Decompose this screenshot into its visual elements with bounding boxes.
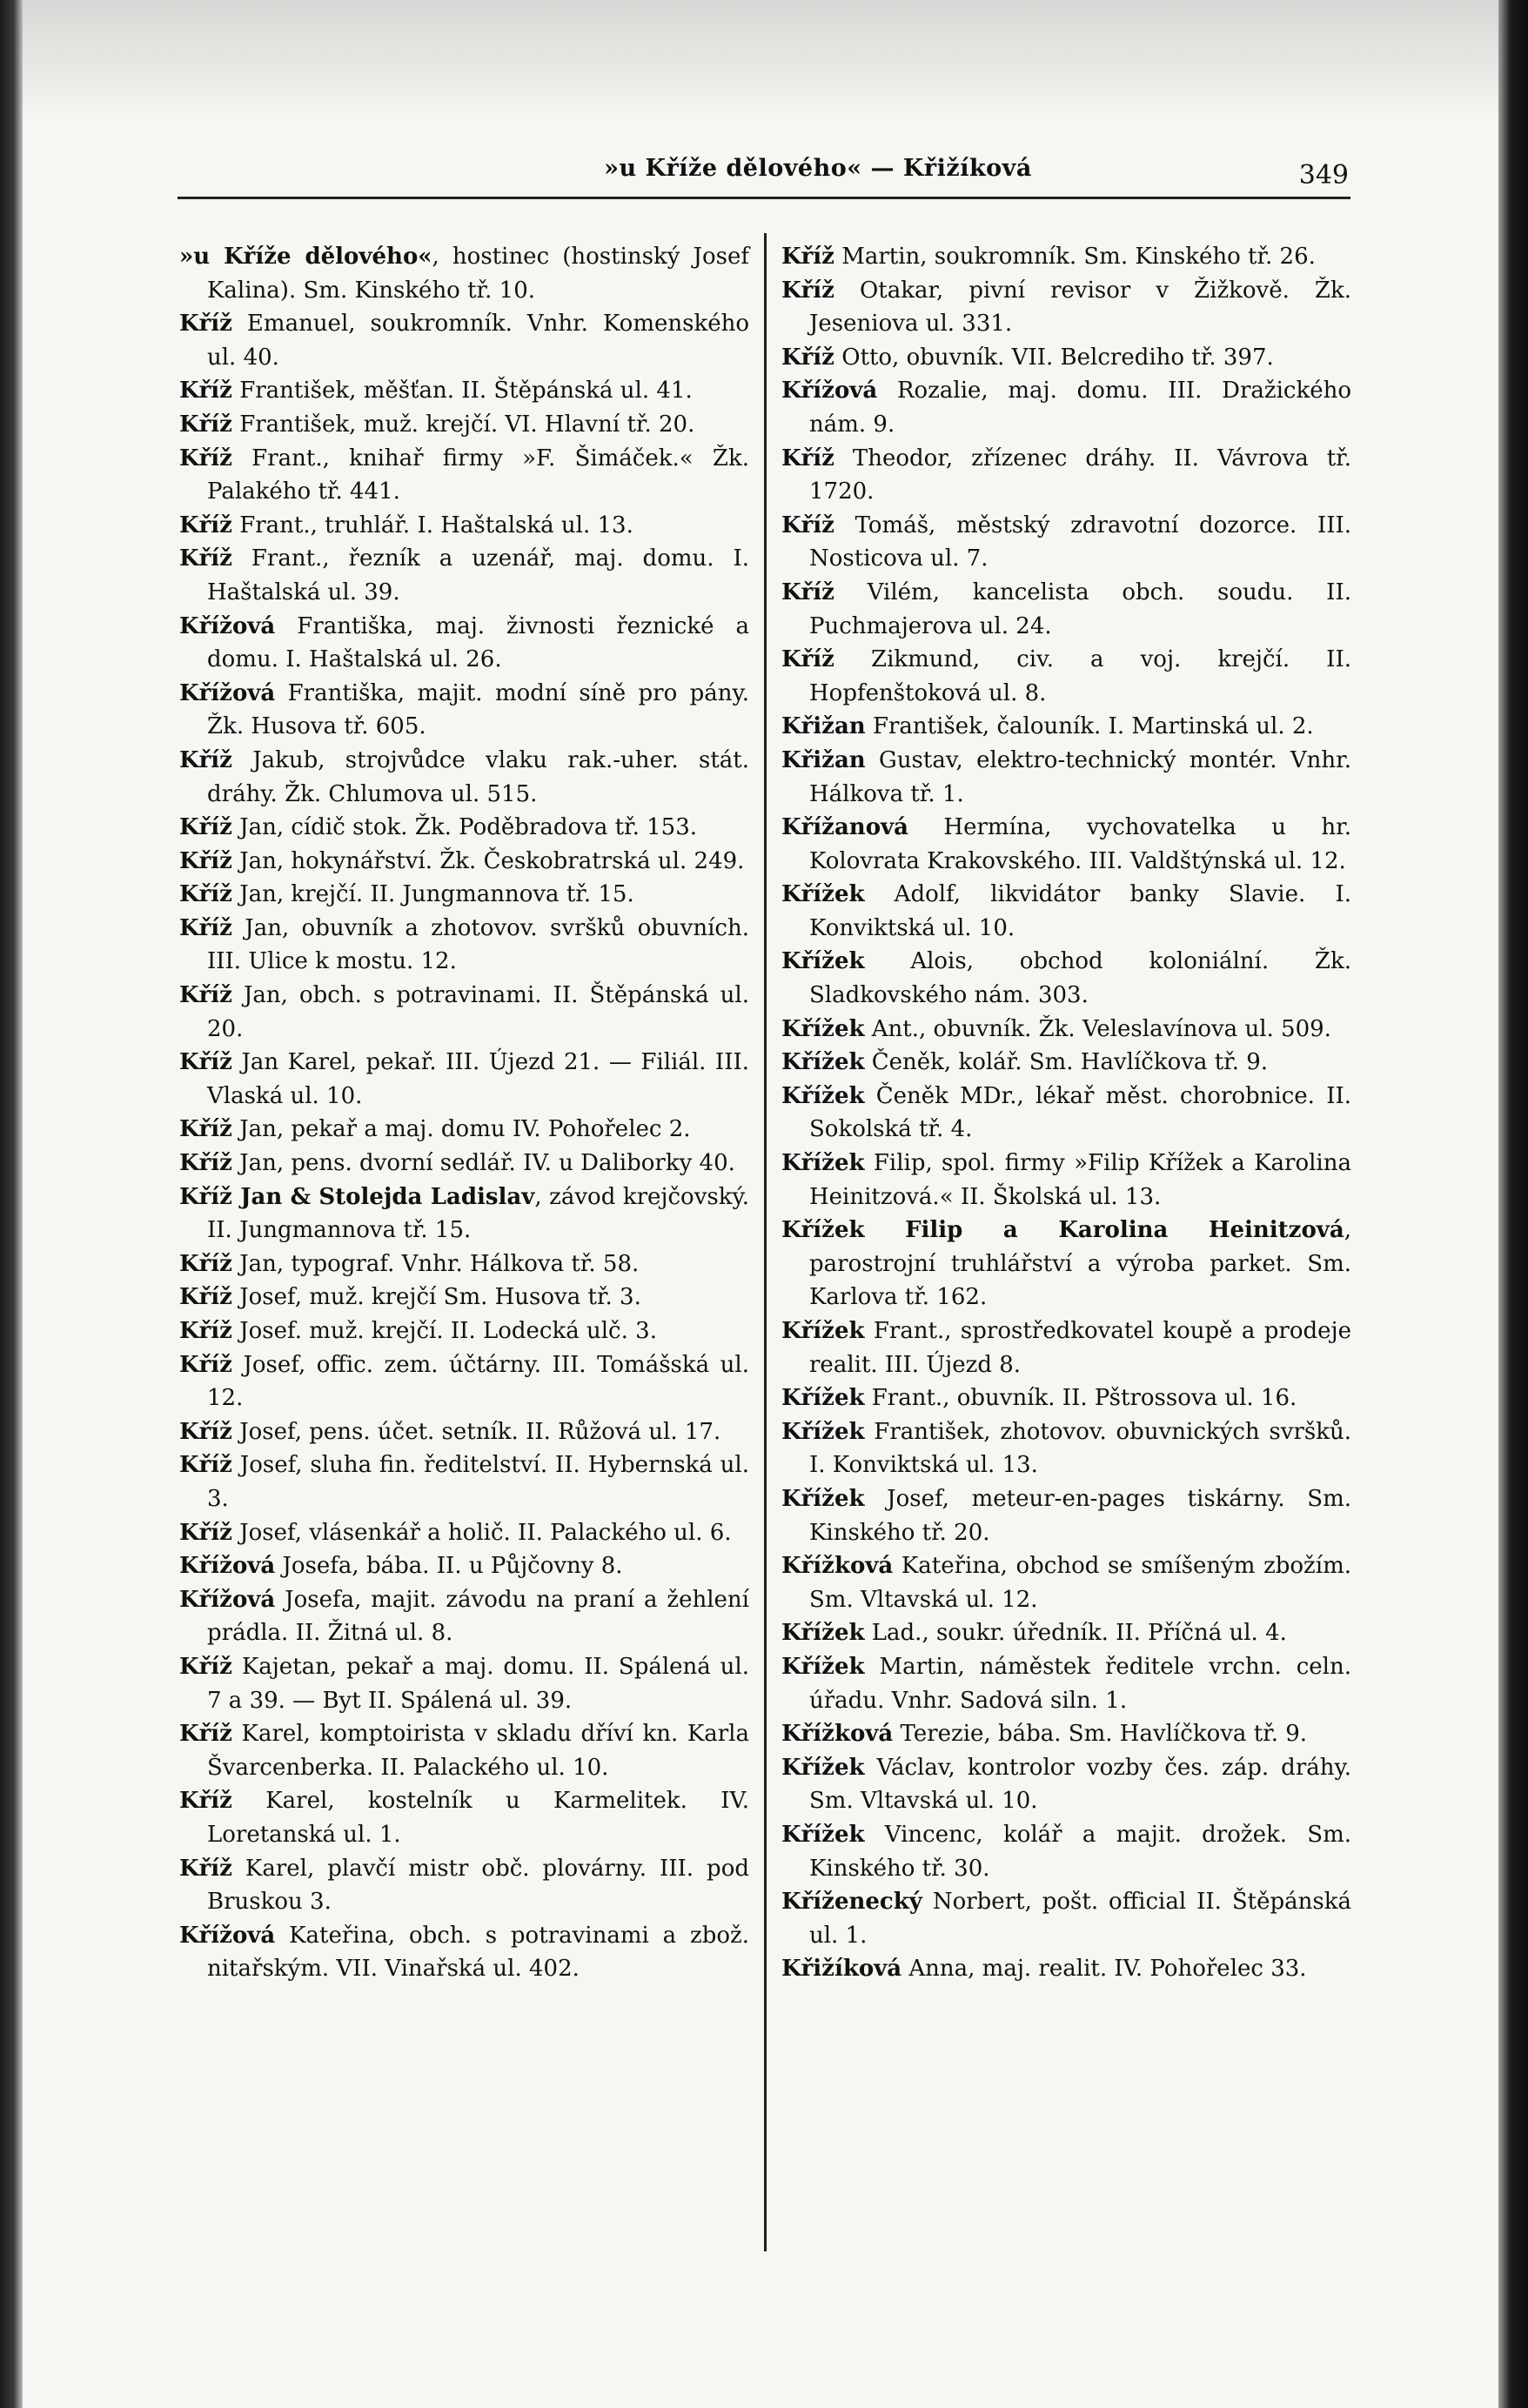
entry-surname: Kříž — [179, 545, 232, 572]
directory-entry — [781, 1147, 1351, 1214]
entry-surname: Kříž — [179, 1855, 232, 1882]
entry-details: Jan, pekař a maj. domu IV. Pohořelec 2. — [231, 1116, 691, 1143]
directory-entry — [781, 744, 1351, 811]
entry-details: Kateřina, obch. s potravinami a zbož. nitařským. VII. Vinařská ul. 402. — [207, 1922, 749, 1983]
entry-details: Václav, kontrolor vozby čes. záp. dráhy. Sm. Vltavská ul. 10. — [809, 1754, 1351, 1815]
entry-surname: Kříž — [179, 1318, 232, 1344]
entry-details: Otakar, pivní revisor v Žižkově. Žk. Jeseniova ul. 331. — [809, 277, 1351, 338]
entry-details: , závod krejčovský. II. Jungmannova tř. 15. — [207, 1183, 749, 1244]
directory-entry — [179, 1181, 749, 1247]
entry-details: Vincenc, kolář a majit. drožek. Sm. Kinského tř. 30. — [809, 1821, 1351, 1882]
directory-entry — [179, 1046, 749, 1113]
entry-surname: Kříž — [781, 579, 834, 605]
entry-surname: Kříž — [179, 881, 232, 908]
entry-details: Jan, krejčí. II. Jungmannova tř. 15. — [231, 881, 634, 908]
entry-surname: Kříž — [781, 244, 834, 270]
entry-details: Kateřina, obchod se smíšeným zbožím. Sm. Vltavská ul. 12. — [809, 1553, 1351, 1613]
entry-surname: Křížek — [781, 1082, 865, 1109]
directory-entry — [179, 1113, 749, 1147]
directory-entry — [179, 1650, 749, 1717]
entry-details: Josef, vlásenkář a holič. II. Palackého ul. 6. — [231, 1519, 732, 1546]
directory-entry — [179, 677, 749, 744]
entry-surname: Kříž — [179, 512, 232, 538]
directory-entry — [781, 442, 1351, 509]
entry-surname: Křížek — [781, 1821, 865, 1848]
directory-entry — [781, 1046, 1351, 1080]
entry-details: Emanuel, soukromník. Vnhr. Komenského ul. 40. — [207, 311, 749, 371]
entry-surname: Kříž — [179, 1452, 232, 1479]
directory-entry — [179, 408, 749, 442]
directory-entry — [179, 240, 749, 307]
entry-details: Adolf, likvidátor banky Slavie. I. Konviktská ul. 10. — [809, 881, 1351, 941]
header-rule — [178, 197, 1350, 199]
entry-details: Martin, soukromník. Sm. Kinského tř. 26. — [834, 244, 1316, 270]
page-header — [183, 155, 1349, 193]
entry-details: Josefa, bába. II. u Půjčovny 8. — [275, 1553, 623, 1580]
directory-entry — [179, 307, 749, 374]
directory-entry — [781, 509, 1351, 576]
entry-surname: Křížková — [781, 1553, 894, 1580]
directory-entry — [781, 1381, 1351, 1415]
entry-surname: Kříž — [179, 1116, 232, 1143]
directory-entry — [179, 1147, 749, 1181]
entry-details: Rozalie, maj. domu. III. Dražického nám. 9. — [809, 378, 1351, 438]
entry-details: Otto, obuvník. VII. Belcrediho tř. 397. — [834, 344, 1274, 371]
entry-surname: Kříž — [179, 1788, 232, 1815]
directory-entry — [179, 979, 749, 1046]
directory-entry — [781, 1214, 1351, 1314]
entry-surname: Kříž — [781, 445, 834, 472]
directory-entry — [781, 1013, 1351, 1047]
entry-surname: Křížová — [781, 378, 878, 405]
entry-details: Filip, spol. firmy »Filip Křížek a Karolina Heinitzová.« II. Školská ul. 13. — [809, 1150, 1351, 1210]
entry-surname: Kříženecký — [781, 1889, 922, 1916]
entry-surname: Kříž — [179, 1150, 232, 1177]
directory-entry — [781, 945, 1351, 1012]
entry-details: Františka, majit. modní síně pro pány. Žk. Husova tř. 605. — [207, 679, 749, 740]
entry-surname: »u Kříže dělového« — [179, 244, 432, 270]
directory-entry — [781, 1616, 1351, 1650]
entry-surname: Křížek — [781, 1653, 865, 1680]
directory-entry — [781, 576, 1351, 643]
directory-entry — [781, 1952, 1351, 1986]
entry-details: Zikmund, civ. a voj. krejčí. II. Hopfenštoková ul. 8. — [809, 646, 1351, 706]
directory-entry — [781, 1818, 1351, 1885]
directory-entry — [179, 1516, 749, 1550]
entry-details: Lad., soukr. úředník. II. Příčná ul. 4. — [864, 1620, 1287, 1647]
entry-surname: Křížek — [781, 1385, 865, 1412]
entry-details: Karel, plavčí mistr obč. plovárny. III. pod Bruskou 3. — [207, 1855, 749, 1916]
directory-entry — [781, 1314, 1351, 1381]
entry-details: Čeněk, kolář. Sm. Havlíčkova tř. 9. — [864, 1049, 1269, 1076]
entry-details: Hermína, vychovatelka u hr. Kolovrata Krakovského. III. Valdštýnská ul. 12. — [809, 814, 1351, 874]
entry-surname: Křížová — [179, 679, 276, 706]
directory-entry — [781, 1415, 1351, 1482]
entry-details: František, muž. krejčí. VI. Hlavní tř. 20. — [231, 411, 695, 438]
entry-details: Norbert, pošt. official II. Štěpánská ul. 1. — [809, 1889, 1351, 1949]
directory-entry — [179, 1919, 749, 1986]
directory-entry — [781, 341, 1351, 375]
entry-surname: Křižan — [781, 746, 866, 773]
directory-entry — [781, 374, 1351, 441]
entry-surname: Kříž — [179, 914, 232, 941]
entry-details: Josef, sluha fin. ředitelství. II. Hybernská ul. 3. — [207, 1452, 749, 1512]
running-title: »u Kříže dělového« — Křižíková — [604, 155, 1032, 182]
entry-details: Theodor, zřízenec dráhy. II. Vávrova tř. 1720. — [809, 445, 1351, 505]
directory-entry — [179, 912, 749, 979]
directory-entry — [781, 643, 1351, 710]
entry-details: František, zhotovov. obuvnických svršků. I. Konviktská ul. 13. — [809, 1418, 1351, 1479]
entry-surname: Kříž — [781, 277, 834, 304]
directory-entry — [179, 1281, 749, 1314]
entry-surname: Křížek — [781, 1150, 865, 1177]
entry-surname: Kříž — [179, 982, 232, 1009]
entry-details: Jan, hokynářství. Žk. Českobratrská ul. 249. — [231, 847, 745, 874]
entry-details: Jan Karel, pekař. III. Újezd 21. — Filiál. III. Vlaská ul. 10. — [207, 1049, 749, 1109]
entry-details: Jakub, strojvůdce vlaku rak.-uher. stát. dráhy. Žk. Chlumova ul. 515. — [207, 746, 749, 807]
directory-entry — [179, 1549, 749, 1583]
entry-surname: Křížanová — [781, 814, 908, 841]
entry-details: Josefa, majit. závodu na praní a žehlení prádla. II. Žitná ul. 8. — [207, 1586, 749, 1647]
entry-details: Josef, pens. účet. setník. II. Růžová ul. 17. — [231, 1418, 721, 1445]
entry-surname: Křížek — [781, 1418, 865, 1445]
entry-surname: Kříž — [179, 1049, 232, 1076]
directory-entry — [781, 240, 1351, 274]
directory-entry — [179, 509, 749, 543]
entry-details: Josef. muž. krejčí. II. Lodecká ulč. 3. — [231, 1318, 657, 1344]
entry-details: Karel, komptoirista v skladu dříví kn. Karla Švarcenberka. II. Palackého ul. 10. — [207, 1721, 749, 1781]
entry-details: Karel, kostelník u Karmelitek. IV. Loretanská ul. 1. — [207, 1788, 749, 1848]
left-column — [179, 240, 749, 1986]
directory-entry — [179, 442, 749, 509]
entry-surname: Křížek — [781, 881, 865, 908]
entry-surname: Kříž — [179, 1284, 232, 1311]
entry-details: Ant., obuvník. Žk. Veleslavínova ul. 509. — [864, 1015, 1331, 1042]
entry-surname: Kříž — [179, 1351, 232, 1378]
right-column — [781, 240, 1351, 1986]
directory-entry — [179, 811, 749, 845]
entry-details: Frant., sprostředkovatel koupě a prodeje realit. III. Újezd 8. — [809, 1318, 1351, 1378]
entry-details: Jan, obuvník a zhotovov. svršků obuvních. III. Ulice k mostu. 12. — [207, 914, 749, 975]
directory-entry — [781, 1549, 1351, 1616]
entry-details: Jan, obch. s potravinami. II. Štěpánská ul. 20. — [207, 982, 749, 1042]
directory-entry — [179, 1314, 749, 1348]
directory-entry — [781, 1717, 1351, 1751]
entry-details: Josef, muž. krejčí Sm. Husova tř. 3. — [231, 1284, 641, 1311]
directory-entry — [179, 1415, 749, 1449]
directory-entry — [179, 744, 749, 811]
entry-details: Josef, meteur-en-pages tiskárny. Sm. Kinského tř. 20. — [809, 1485, 1351, 1546]
entry-details: Vilém, kancelista obch. soudu. II. Puchmajerova ul. 24. — [809, 579, 1351, 639]
entry-surname: Křížek — [781, 948, 865, 975]
entry-surname: Kříž — [179, 746, 232, 773]
entry-details: František, čalouník. I. Martinská ul. 2. — [865, 713, 1314, 740]
entry-details: Jan, cídič stok. Žk. Poděbradova tř. 153. — [231, 814, 698, 841]
scan-smudge — [23, 0, 1498, 122]
directory-entry — [781, 274, 1351, 341]
entry-surname: Křížková — [781, 1721, 894, 1748]
entry-surname: Kříž — [179, 847, 232, 874]
directory-entry — [781, 710, 1351, 744]
entry-details: Gustav, elektro-technický montér. Vnhr. Hálkova tř. 1. — [809, 746, 1351, 807]
directory-entry — [179, 845, 749, 879]
scan-edge-right — [1498, 0, 1528, 2408]
entry-details: Alois, obchod koloniální. Žk. Sladkovského nám. 303. — [809, 948, 1351, 1009]
directory-entry — [179, 1583, 749, 1650]
entry-details: Martin, náměstek ředitele vrchn. celn. úřadu. Vnhr. Sadová siln. 1. — [809, 1653, 1351, 1714]
entry-surname: Křížová — [179, 1586, 276, 1613]
directory-entry — [781, 1650, 1351, 1717]
entry-details: , hostinec (hostinský Josef Kalina). Sm. Kinského tř. 10. — [207, 244, 749, 304]
directory-entry — [781, 878, 1351, 945]
directory-entry — [781, 1080, 1351, 1147]
entry-details: Frant., řezník a uzenář, maj. domu. I. Haštalská ul. 39. — [207, 545, 749, 605]
entry-surname: Kříž — [179, 1418, 232, 1445]
directory-entry — [781, 1751, 1351, 1818]
directory-entry — [179, 610, 749, 677]
entry-details: František, měšťan. II. Štěpánská ul. 41. — [231, 378, 693, 405]
entry-details: Josef, offic. zem. účtárny. III. Tomášská ul. 12. — [207, 1351, 749, 1412]
entry-details: Frant., obuvník. II. Pštrossova ul. 16. — [864, 1385, 1297, 1412]
directory-entry — [179, 1247, 749, 1281]
entry-surname: Kříž — [179, 411, 232, 438]
directory-entry — [179, 1852, 749, 1919]
entry-details: Frant., knihař firmy »F. Šimáček.« Žk. Palakého tř. 441. — [207, 445, 749, 505]
entry-surname: Křížek — [781, 1015, 865, 1042]
directory-entry — [179, 878, 749, 912]
entry-surname: Křížek Filip a Karolina Heinitzová — [781, 1217, 1344, 1244]
entry-surname: Kříž — [179, 1250, 232, 1277]
scan-edge-left — [0, 0, 23, 2408]
directory-entry — [781, 1482, 1351, 1549]
page-number: 349 — [1298, 160, 1349, 191]
entry-surname: Kříž — [179, 378, 232, 405]
entry-surname: Křížek — [781, 1318, 865, 1344]
entry-surname: Kříž — [179, 445, 232, 472]
directory-entry — [179, 374, 749, 408]
entry-surname: Křižíková — [781, 1956, 902, 1983]
entry-surname: Křížová — [179, 612, 276, 639]
entry-details: Jan, typograf. Vnhr. Hálkova tř. 58. — [231, 1250, 640, 1277]
entry-surname: Kříž — [179, 1653, 232, 1680]
entry-surname: Křížová — [179, 1922, 276, 1949]
directory-entry — [179, 1348, 749, 1415]
entry-surname: Kříž — [781, 646, 834, 673]
entry-details: Jan, pens. dvorní sedlář. IV. u Daliborky 40. — [231, 1150, 735, 1177]
column-separator — [764, 233, 767, 2251]
directory-entry — [179, 1448, 749, 1515]
entry-surname: Křížová — [179, 1553, 276, 1580]
entry-surname: Kříž — [179, 814, 232, 841]
entry-surname: Kříž — [179, 1721, 232, 1748]
entry-surname: Kříž — [781, 512, 834, 538]
entry-surname: Křížek — [781, 1620, 865, 1647]
entry-surname: Křížek — [781, 1485, 865, 1512]
directory-entry — [781, 1885, 1351, 1952]
directory-entry — [781, 811, 1351, 878]
entry-surname: Křížek — [781, 1049, 865, 1076]
entry-surname: Kříž — [781, 344, 834, 371]
entry-details: Kajetan, pekař a maj. domu. II. Spálená ul. 7 a 39. — Byt II. Spálená ul. 39. — [207, 1653, 749, 1714]
entry-surname: Kříž — [179, 311, 232, 338]
entry-details: Terezie, bába. Sm. Havlíčkova tř. 9. — [893, 1721, 1308, 1748]
entry-details: Čeněk MDr., lékař měst. chorobnice. II. Sokolská tř. 4. — [809, 1082, 1351, 1143]
entry-details: Frant., truhlář. I. Haštalská ul. 13. — [231, 512, 633, 538]
entry-details: Anna, maj. realit. IV. Pohořelec 33. — [901, 1956, 1307, 1983]
entry-surname: Kříž — [179, 1519, 232, 1546]
entry-surname: Kříž Jan & Stolejda Ladislav — [179, 1183, 535, 1210]
directory-entry — [179, 1784, 749, 1851]
entry-details: Františka, maj. živnosti řeznické a domu. I. Haštalská ul. 26. — [207, 612, 749, 673]
entry-details: , parostrojní truhlářství a výroba parket. Sm. Karlova tř. 162. — [809, 1217, 1351, 1311]
entry-details: Tomáš, městský zdravotní dozorce. III. Nosticova ul. 7. — [809, 512, 1351, 572]
entry-surname: Křižan — [781, 713, 866, 740]
directory-entry — [179, 1717, 749, 1784]
entry-surname: Křížek — [781, 1754, 865, 1781]
directory-entry — [179, 542, 749, 609]
